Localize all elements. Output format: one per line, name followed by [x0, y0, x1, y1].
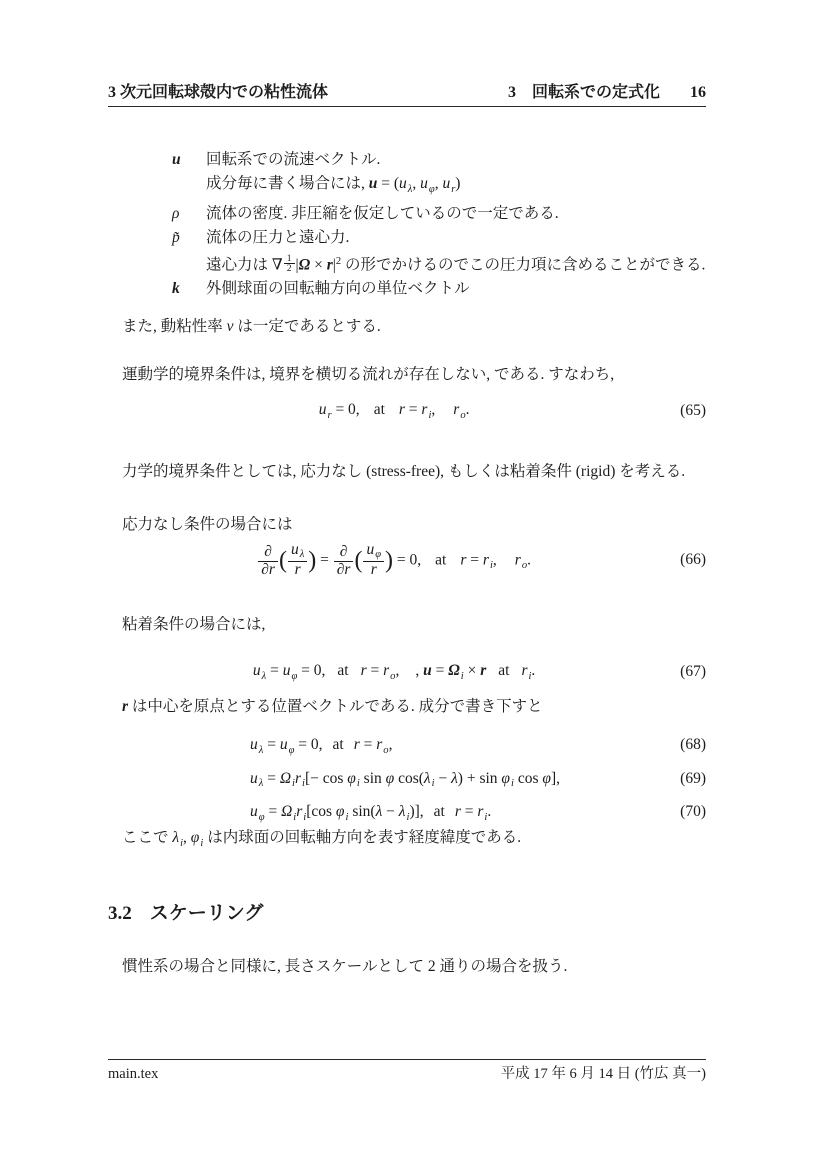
definition-text: 遠心力は ∇ $\frac{1}{2}$ $|\Omega \times r|^2$ の形でかけるのでこの圧力項に含めることができる.	[206, 252, 706, 275]
header-right	[508, 83, 706, 103]
equation-67-body: $u_\lambda = u_\varphi = 0$, at $r = r_o$, , $u = \Omega_i \times r$ at $r_i$.	[252, 662, 536, 682]
equation-65-body: $u_r = 0$, at $r = r_i$, $r_o$.	[318, 401, 470, 421]
definition-symbol: k	[172, 279, 180, 297]
section-number: 3.2	[108, 903, 132, 924]
definition-text: 外側球面の回転軸方向の単位ベクトル	[206, 279, 470, 297]
definition-symbol	[172, 172, 206, 202]
definition-text: 流体の密度. 非圧縮を仮定しているので一定である.	[206, 204, 559, 222]
definition-text: 回転系での流速ベクトル.	[206, 151, 381, 168]
header-page-number: 16	[690, 84, 706, 101]
definition-symbol: p̃	[172, 228, 180, 246]
paragraph-stress-free: 応力なし条件の場合には	[122, 516, 293, 533]
equation-68	[108, 734, 706, 762]
paragraph-viscosity: また, 動粘性率 ν は一定であるとする.	[122, 318, 381, 335]
definition-text: 成分毎に書く場合には, $u = (u_\lambda$, $u_\varphi$, $u_r$)	[206, 175, 461, 195]
definition-row	[172, 226, 716, 250]
definition-text: 流体の圧力と遠心力.	[206, 228, 350, 246]
equation-67-number: (67)	[680, 663, 706, 680]
definition-symbol	[172, 250, 206, 277]
paragraph-position-vector: r は中心を原点とする位置ベクトルである. 成分で書き下すと	[122, 698, 543, 715]
equation-70-number: (70)	[680, 803, 706, 821]
header-left-title: 3 次元回転球殻内での粘性流体	[108, 84, 329, 101]
equation-69-body: $u_\lambda = \Omega_ir_i[- \cos \varphi_i$ sin φ $\cos(\lambda_i - \lambda) + \sin \varphi_i$ cos φ],	[250, 769, 560, 790]
page-header	[108, 83, 706, 107]
section-title: スケーリング	[149, 903, 264, 924]
definition-row	[172, 172, 716, 202]
equation-67	[108, 659, 706, 685]
equation-68-number: (68)	[680, 736, 706, 753]
definition-row	[172, 250, 716, 277]
definition-row	[172, 277, 716, 301]
symbol-definition-list	[172, 148, 716, 301]
equation-69-number: (69)	[680, 769, 706, 787]
definition-symbol: u	[172, 151, 181, 168]
equation-66-body: $\frac{\partial}{\partial r}$ ( $\frac{u_\lambda}{r}$ ) = $\frac{\partial}{\partial r}$ ( $\frac{u_\varphi}{r}$ ) = 0, at $r = r_i$, $r_o$.	[108, 542, 680, 579]
equation-65	[108, 398, 706, 424]
section-heading-3-2	[108, 898, 263, 925]
equation-68-body: $u_\lambda = u_\varphi = 0$, at $r = r_o$,	[250, 736, 393, 756]
footer-date-author: 平成 17 年 6 月 14 日 (竹広 真一)	[500, 1066, 706, 1082]
header-section-title: 3 回転系での定式化	[507, 84, 660, 101]
page-footer	[108, 1059, 706, 1083]
equation-66	[108, 536, 706, 584]
equation-66-number: (66)	[680, 551, 706, 568]
definition-row	[172, 148, 716, 172]
paragraph-lambda-phi: ここで $\lambda_i$, $\varphi_i$ は内球面の回転軸方向を表す経度緯度である.	[122, 829, 522, 849]
equation-70	[108, 801, 706, 829]
paragraph-rigid: 粘着条件の場合には,	[122, 616, 266, 633]
paragraph-scaling-intro: 慣性系の場合と同様に, 長さスケールとして 2 通りの場合を扱う.	[122, 958, 568, 975]
equation-69	[108, 768, 706, 796]
equation-70-body: $u_\varphi = \Omega_ir_i[\cos$ $\varphi_i$ $\sin(\lambda - \lambda_i)$], at $r = r_i$.	[250, 803, 492, 824]
equation-array-68-70	[108, 734, 706, 835]
paragraph-dynamic-bc: 力学的境界条件としては, 応力なし (stress-free), もしくは粘着条件 (rigid) を考える.	[122, 463, 686, 480]
definition-row	[172, 202, 716, 226]
definition-symbol: ρ	[172, 204, 180, 222]
footer-filename: main.tex	[108, 1066, 159, 1082]
paragraph-kinematic-bc: 運動学的境界条件は, 境界を横切る流れが存在しない, である. すなわち,	[122, 366, 615, 383]
equation-65-number: (65)	[680, 402, 706, 419]
